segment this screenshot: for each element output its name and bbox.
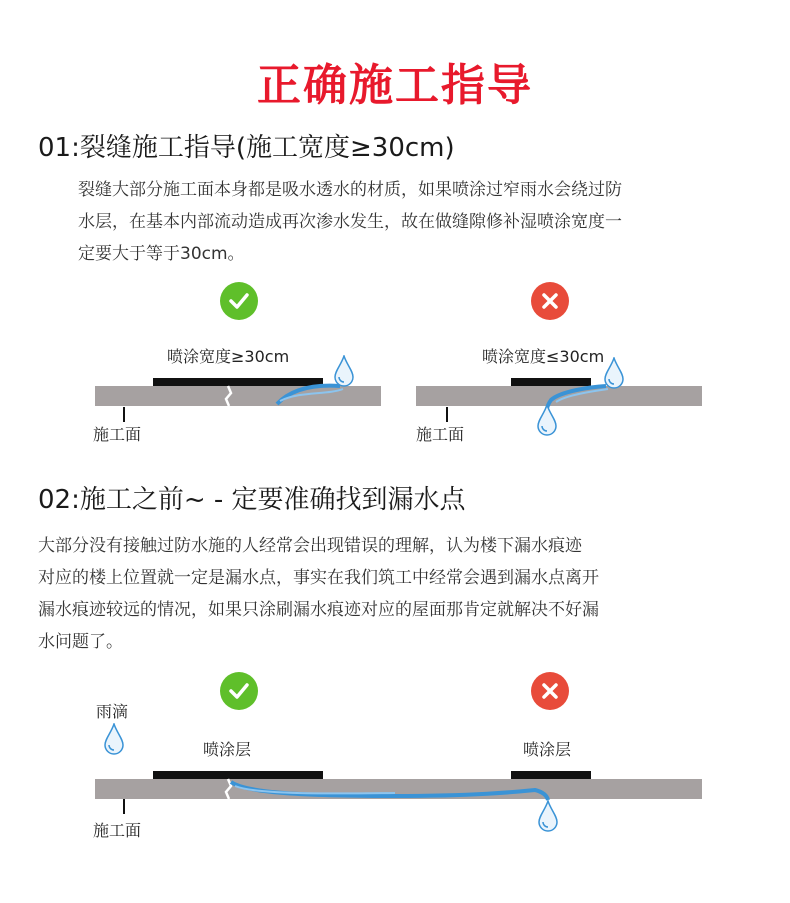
- section1-correct-surface-label: 施工面: [93, 425, 142, 444]
- section2-surface: [95, 770, 707, 840]
- section1-line-2: 水层，在基本内部流动造成再次渗水发生，故在做缝隙修补湿喷涂宽度一: [78, 212, 622, 232]
- cross-icon: [531, 282, 569, 320]
- water-drop-icon: [103, 723, 125, 755]
- water-drop-icon: [333, 355, 355, 387]
- surface-tick: [446, 407, 448, 422]
- section1-wrong-surface: [416, 355, 706, 435]
- section2-paragraph: [38, 530, 758, 658]
- surface-tick: [123, 799, 125, 814]
- section1-correct-spray-label: 喷涂宽度≥30cm: [167, 347, 290, 366]
- water-drop-icon: [537, 800, 559, 832]
- section2-correct-spray-label: 喷涂层: [203, 740, 252, 759]
- check-icon: [220, 282, 258, 320]
- section1-wrong-spray-label: 喷涂宽度≤30cm: [482, 347, 605, 366]
- section1-paragraph: [78, 174, 768, 270]
- section2-heading: 02:施工之前~ - 定要准确找到漏水点: [38, 485, 466, 515]
- cross-icon: [531, 672, 569, 710]
- section2-line-1: 大部分没有接触过防水施的人经常会出现错误的理解，认为楼下漏水痕迹: [38, 536, 582, 556]
- section1-line-1: 裂缝大部分施工面本身都是吸水透水的材质，如果喷涂过窄雨水会绕过防: [78, 180, 622, 200]
- section2-line-2: 对应的楼上位置就一定是漏水点，事实在我们筑工中经常会遇到漏水点离开: [38, 568, 599, 588]
- section2-line-3: 漏水痕迹较远的情况，如果只涂刷漏水痕迹对应的屋面那肯定就解决不好漏: [38, 600, 599, 620]
- page-title: 正确施工指导: [257, 60, 533, 111]
- water-drop-icon: [603, 357, 625, 389]
- surface-tick: [123, 407, 125, 422]
- water-drop-icon: [536, 404, 558, 436]
- section2-surface-label: 施工面: [93, 821, 142, 840]
- section1-heading: 01:裂缝施工指导(施工宽度≥30cm): [38, 133, 455, 163]
- section1-wrong-surface-label: 施工面: [416, 425, 465, 444]
- rain-label: 雨滴: [96, 702, 129, 721]
- section2-wrong-spray-label: 喷涂层: [523, 740, 572, 759]
- section1-line-3: 定要大于等于30cm。: [78, 244, 245, 264]
- check-icon: [220, 672, 258, 710]
- section2-line-4: 水问题了。: [38, 632, 123, 652]
